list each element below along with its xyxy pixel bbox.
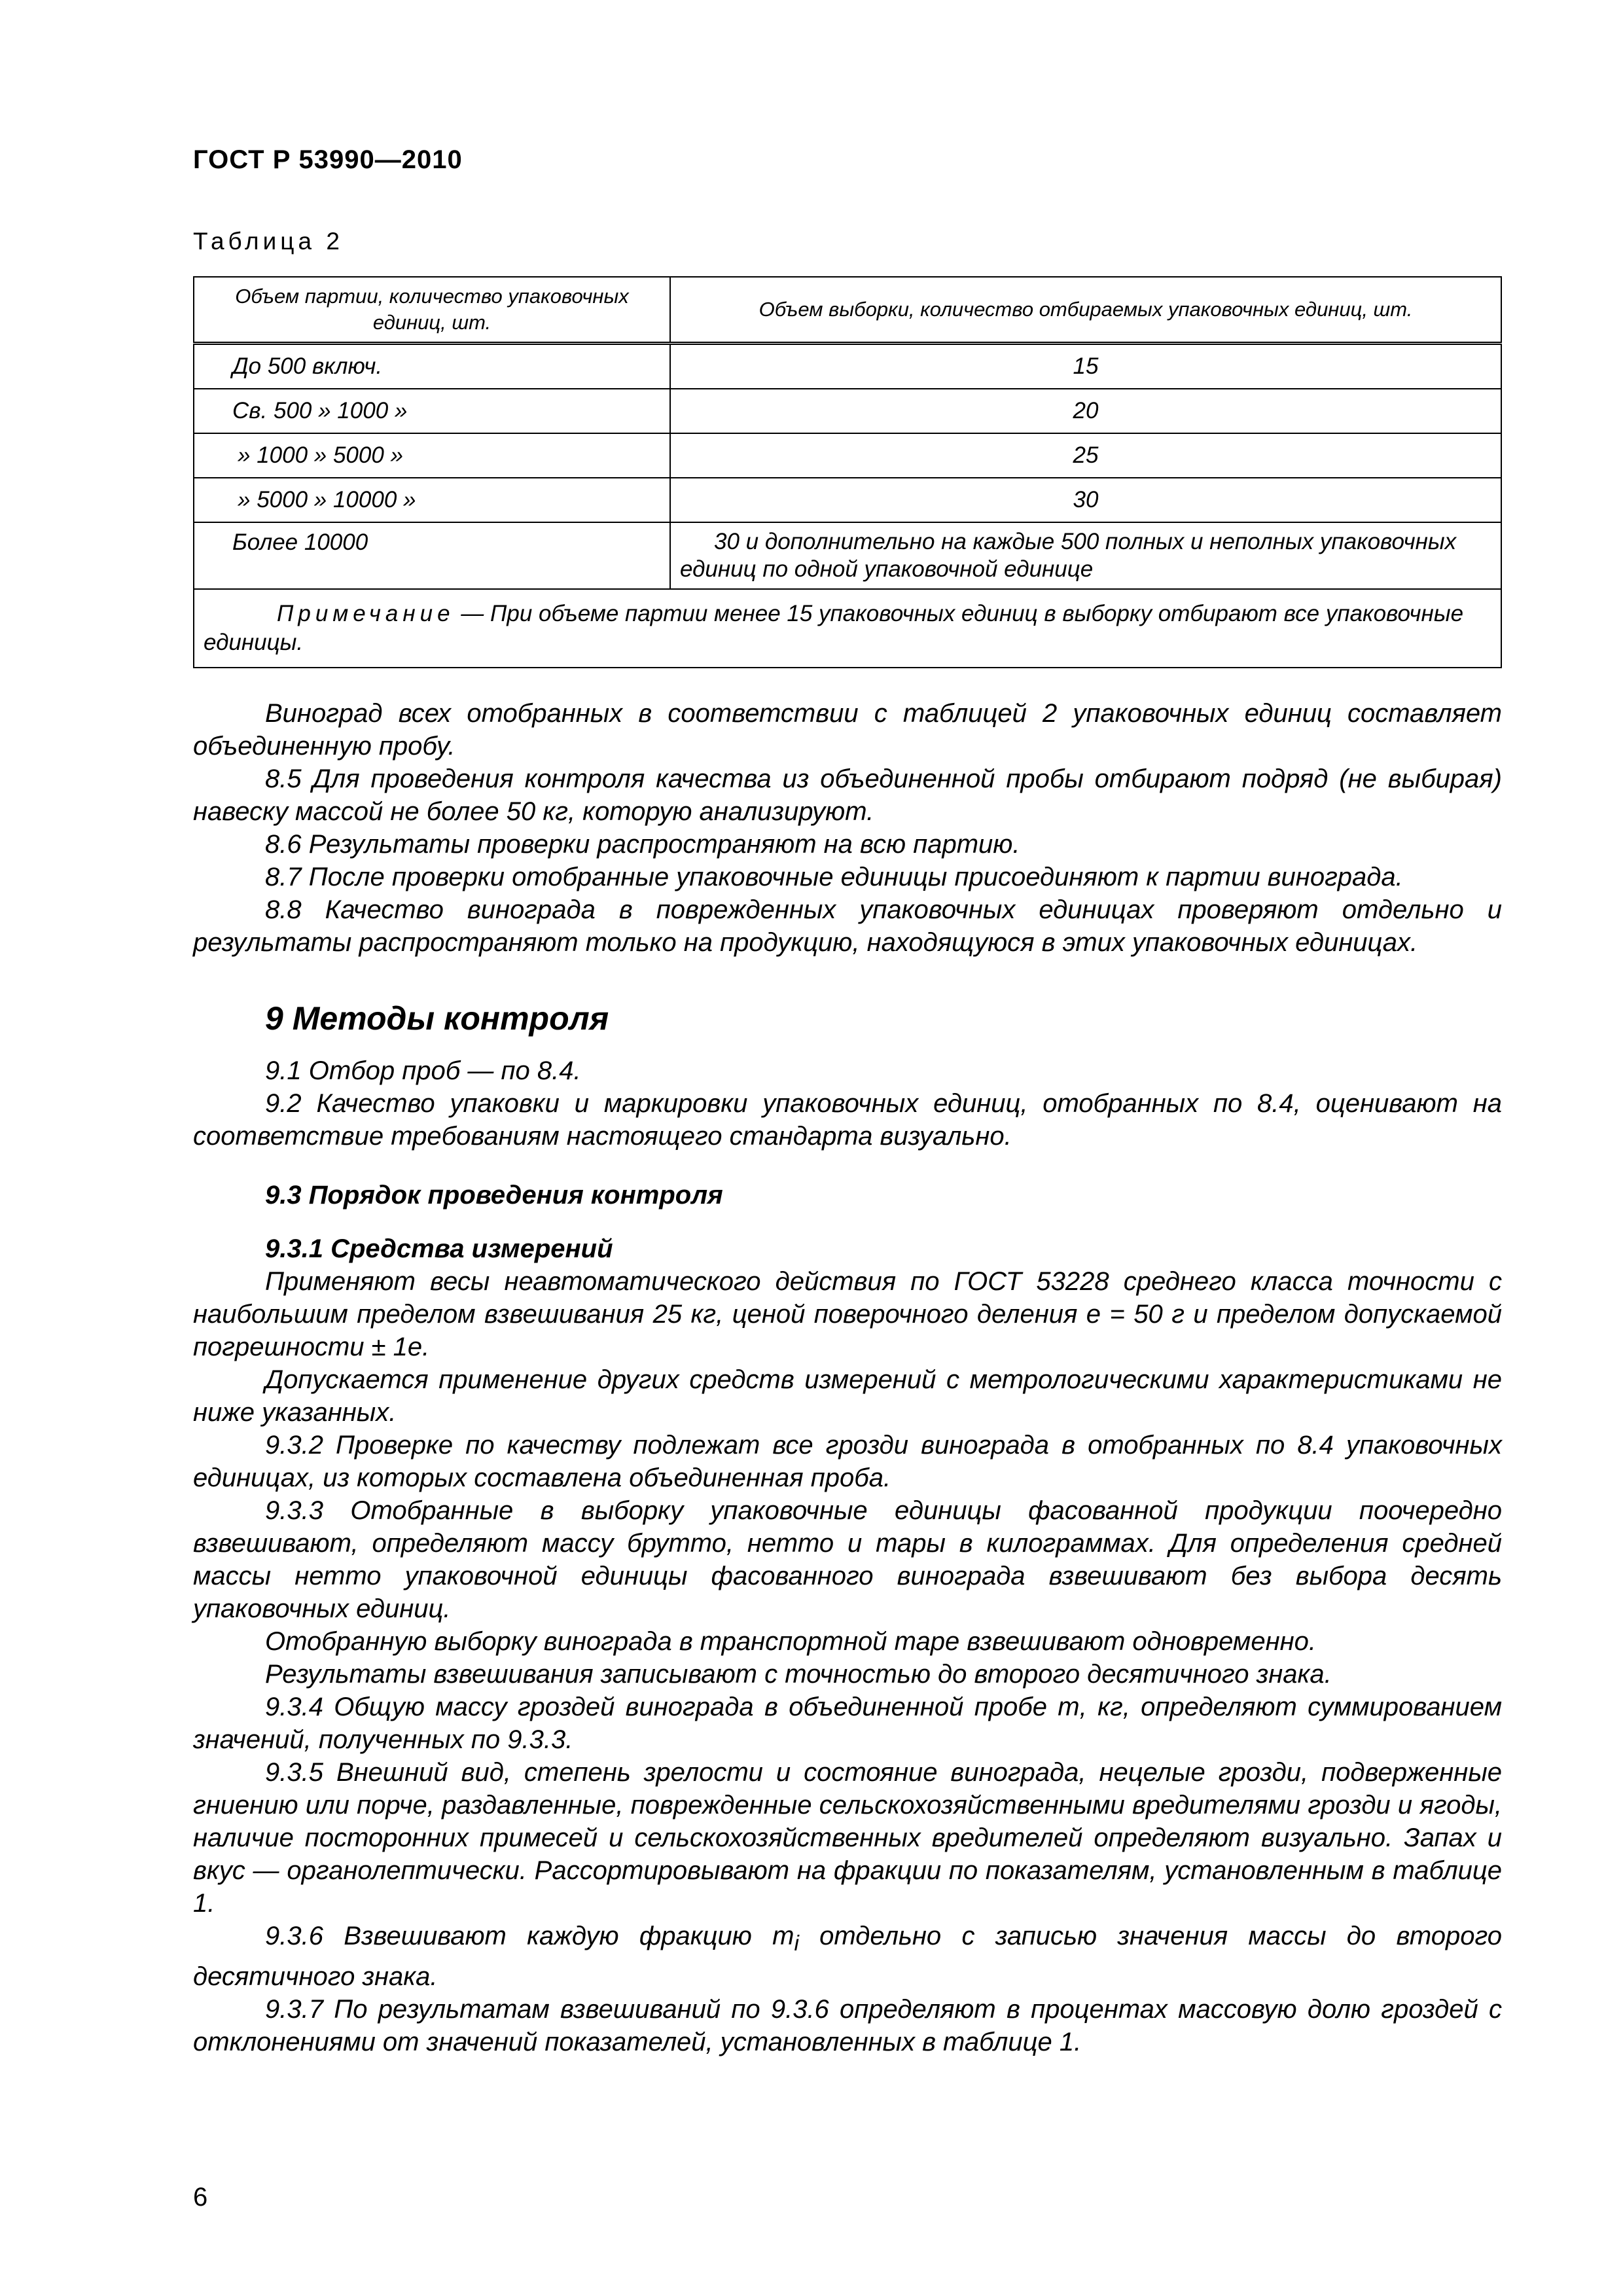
sample-size-cell: 25 [670, 433, 1501, 478]
paragraph-9-1: 9.1 Отбор проб — по 8.4. [265, 1056, 581, 1085]
p936-pre: 9.3.6 Взвешивают каждую фракцию m [265, 1922, 794, 1950]
document-body [193, 697, 1502, 2058]
table-note-row [194, 589, 1501, 668]
sample-size-text: 30 и дополнительно на каждые 500 полных и неполных упаковочных единиц по одной упаковочной единице [680, 529, 1457, 582]
sample-size-cell: 20 [670, 389, 1501, 433]
lot-size-cell: Св. 500 » 1000 » [194, 389, 670, 433]
table-note-block [204, 600, 1494, 657]
table-header-row [194, 277, 1501, 344]
paragraph-9-3-3b: Отобранную выборку винограда в транспортной таре взвешивают одновременно. [265, 1627, 1316, 1656]
note-label: Примечание [277, 601, 455, 626]
paragraph-8-5: 8.5 Для проведения контроля качества из объединенной пробы отбирают подряд (не выбирая) навеску массой не более 50 кг, которую анализируют. [193, 764, 1502, 826]
paragraph-9-2: 9.2 Качество упаковки и маркировки упаковочных единиц, отобранных по 8.4, оценивают на соответствие требованиям настоящего стандарта визуально. [193, 1089, 1502, 1151]
lot-size-cell: До 500 включ. [194, 344, 670, 389]
subsection-9-3-1-title: 9.3.1 Средства измерений [265, 1234, 613, 1263]
sampling-table [193, 276, 1502, 668]
note-text: — При объеме партии менее 15 упаковочных единиц в выборку отбирают все упаковочные единицы. [204, 601, 1464, 655]
p936-subscript: i [794, 1931, 799, 1956]
paragraph-9-3-1a: Применяют весы неавтоматического действия по ГОСТ 53228 среднего класса точности с наибольшим пределом взвешивания 25 кг, ценой поверочного деления е = 50 г и пределом допускаемой погрешности ± 1е. [193, 1267, 1502, 1361]
paragraph-9-3-7: 9.3.7 По результатам взвешиваний по 9.3.6 определяют в процентах массовую долю гроздей с отклонениями от значений показателей, установленных в таблице 1. [193, 1995, 1502, 2056]
paragraph-8-8: 8.8 Качество винограда в поврежденных упаковочных единицах проверяют отдельно и результаты распространяют только на продукцию, находящуюся в этих упаковочных единицах. [193, 895, 1502, 957]
p936-post: отдельно с записью значения массы до второго десятичного знака. [193, 1922, 1503, 1991]
table-row [194, 478, 1501, 522]
paragraph-8-7: 8.7 После проверки отобранные упаковочные единицы присоединяют к партии винограда. [265, 863, 1403, 891]
paragraph-9-3-5: 9.3.5 Внешний вид, степень зрелости и состояние винограда, нецелые грозди, подверженные гниению или порче, раздавленные, поврежденные сельскохозяйственными вредителями грозди и ягоды, наличие посторонних примесей и сельскохозяйственных вредителей определяют визуально. Запах и вкус — органолептически. Рассортировывают на фракции по показателям, установленным в таблице 1. [193, 1758, 1502, 1918]
table-row [194, 344, 1501, 389]
document-header: ГОСТ Р 53990—2010 [193, 145, 463, 174]
page-number: 6 [193, 2183, 208, 2212]
paragraph: Виноград всех отобранных в соответствии с таблицей 2 упаковочных единиц составляет объединенную пробу. [193, 699, 1502, 761]
sample-size-cell: 15 [670, 344, 1501, 389]
lot-size-cell: Более 10000 [194, 522, 670, 589]
table-row [194, 433, 1501, 478]
paragraph-9-3-3: 9.3.3 Отобранные в выборку упаковочные единицы фасованной продукции поочередно взвешивают, определяют массу брутто, нетто и тары в килограммах. Для определения средней массы нетто упаковочной единицы фасованного винограда взвешивают без выбора десять упаковочных единиц. [193, 1496, 1502, 1623]
table-header-sample-size: Объем выборки, количество отбираемых упаковочных единиц, шт. [670, 277, 1501, 344]
table-note [194, 589, 1501, 668]
section-9-title: 9 Методы контроля [265, 1000, 609, 1037]
paragraph-9-3-3c: Результаты взвешивания записывают с точностью до второго десятичного знака. [265, 1660, 1332, 1689]
sample-size-cell: 30 [670, 478, 1501, 522]
table-header-lot-size: Объем партии, количество упаковочных единиц, шт. [194, 277, 670, 344]
lot-size-cell: » 5000 » 10000 » [194, 478, 670, 522]
table-row [194, 389, 1501, 433]
paragraph-9-3-4: 9.3.4 Общую массу гроздей винограда в объединенной пробе m, кг, определяют суммированием значений, полученных по 9.3.3. [193, 1693, 1502, 1754]
subsection-9-3-title: 9.3 Порядок проведения контроля [265, 1181, 723, 1210]
paragraph-9-3-2: 9.3.2 Проверке по качеству подлежат все грозди винограда в отобранных по 8.4 упаковочных единицах, из которых составлена объединенная проба. [193, 1431, 1502, 1492]
paragraph-8-6: 8.6 Результаты проверки распространяют на всю партию. [265, 830, 1020, 859]
table-caption: Таблица 2 [193, 228, 344, 255]
lot-size-cell: » 1000 » 5000 » [194, 433, 670, 478]
paragraph-9-3-6 [193, 1920, 1502, 1993]
paragraph-9-3-1b: Допускается применение других средств измерений с метрологическими характеристиками не ниже указанных. [193, 1365, 1502, 1427]
sample-size-cell [670, 522, 1501, 589]
table-row [194, 522, 1501, 589]
